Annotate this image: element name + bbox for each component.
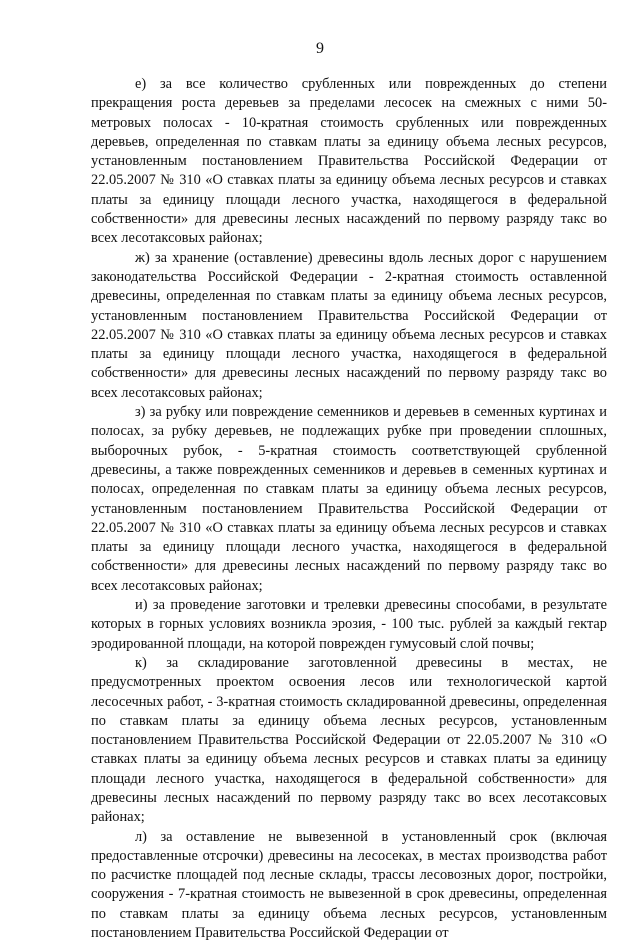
- paragraph-i: и) за проведение заготовки и трелевки древесины способами, в результате которых в горных условиях возникла эрозия, - 100 тыс. рублей за каждый гектар эродированной площади, на которой поврежден гумусовый слой почвы;: [91, 597, 607, 652]
- page-number: 9: [316, 40, 324, 57]
- paragraph-e: е) за все количество срубленных или поврежденных до степени прекращения роста деревьев за пределами лесосек на смежных с ними 50-метровых полосах - 10-кратная стоимость срубленных или поврежденных деревьев, определенная по ставкам платы за единицу объема лесных ресурсов, установленным постановлением Правительства Российской Федерации от 22.05.2007 № 310 «О ставках платы за единицу объема лесных ресурсов и ставках платы за единицу площади лесного участка, находящегося в федеральной собственности» для древесины лесных насаждений по первому разряду такс во всех лесотаксовых районах;: [91, 76, 607, 247]
- paragraph-zh: ж) за хранение (оставление) древесины вдоль лесных дорог с нарушением законодательства Российской Федерации - 2-кратная стоимость оставленной древесины, определенная по ставкам платы за единицу объема лесных ресурсов, установленным постановлением Правительства Российской Федерации от 22.05.2007 № 310 «О ставках платы за единицу объема лесных ресурсов и ставках платы за единицу площади лесного участка, находящегося в федеральной собственности» для древесины лесных насаждений по первому разряду такс во всех лесотаксовых районах;: [91, 249, 607, 401]
- paragraph-l: л) за оставление не вывезенной в установленный срок (включая предоставленные отсрочки) древесины на лесосеках, в местах производства работ по расчистке площадей под лесные склады, трассы лесовозных дорог, постройки, сооружения - 7-кратная стоимость не вывезенной в срок древесины, определенная по ставкам платы за единицу объема лесных ресурсов, установленным постановлением Правительства Российской Федерации от: [91, 828, 607, 942]
- paragraph-k: к) за складирование заготовленной древесины в местах, не предусмотренных проектом освоения лесов или технологической картой лесосечных работ, - 3-кратная стоимость складированной древесины, определенная по ставкам платы за единицу объема лесных ресурсов, установленным постановлением Правительства Российской Федерации от 22.05.2007 № 310 «О ставках платы за единицу объема лесных ресурсов и ставках платы за единицу площади лесного участка, находящегося в федеральной собственности» для древесины лесных насаждений по первому разряду такс во всех лесотаксовых районах;: [91, 654, 607, 826]
- paragraph-z: з) за рубку или повреждение семенников и деревьев в семенных куртинах и полосах, за рубку деревьев, не подлежащих рубке при проведении сплошных, выборочных рубок, - 5-кратная стоимость соответствующей срубленной древесины, а также поврежденных семенников и деревьев в семенных куртинах и полосах, определенная по ставкам платы за единицу объема лесных ресурсов, установленным постановлением Правительства Российской Федерации от 22.05.2007 № 310 «О ставках платы за единицу объема лесных ресурсов и ставках платы за единицу площади лесного участка, находящегося в федеральной собственности» для древесины лесных насаждений по первому разряду такс во всех лесотаксовых районах;: [91, 404, 607, 594]
- document-body: [91, 75, 607, 943]
